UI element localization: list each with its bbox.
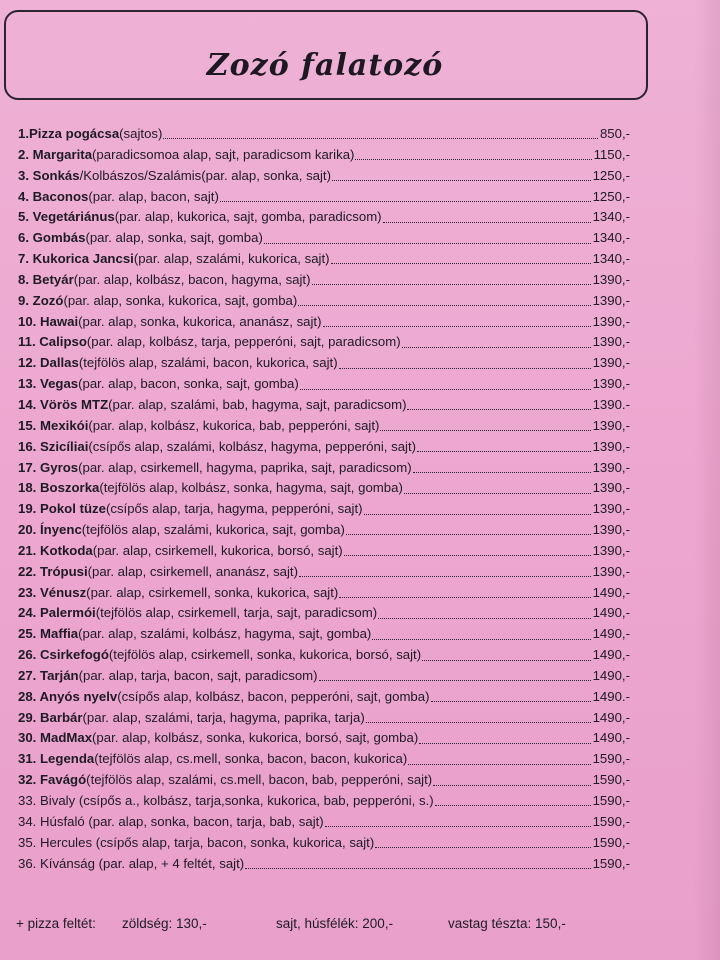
menu-item-name: 28. Anyós nyelv bbox=[18, 688, 118, 704]
extras-line bbox=[16, 916, 656, 938]
menu-item-name: 22. Trópusi bbox=[18, 563, 88, 579]
menu-item-price: 1490,- bbox=[592, 626, 630, 642]
menu-item-name: 20. Ínyenc bbox=[18, 522, 82, 538]
menu-item-ingredients: (par. alap, tarja, bacon, sajt, paradicsom) bbox=[78, 667, 318, 683]
dot-leader bbox=[323, 315, 591, 327]
menu-item-ingredients: (csípős alap, kolbász, bacon, pepperóni, sajt, gomba) bbox=[117, 688, 430, 704]
menu-item bbox=[18, 854, 632, 875]
extra-vegetable-price: zöldség: 130,- bbox=[122, 916, 207, 931]
menu-item-ingredients: (par. alap, bacon, sajt) bbox=[88, 188, 219, 204]
menu-item-price: 850,- bbox=[599, 126, 630, 141]
menu-item-name: 29. Barbár bbox=[18, 709, 83, 725]
menu-item bbox=[18, 187, 632, 208]
menu-item-name: 6. Gombás bbox=[18, 230, 86, 246]
paper-shadow bbox=[694, 0, 720, 960]
menu-item bbox=[18, 249, 632, 270]
menu-item-name: 5. Vegetáriánus bbox=[18, 209, 115, 225]
menu-item-price: 1390,- bbox=[592, 522, 630, 538]
menu-item bbox=[18, 708, 632, 729]
dot-leader bbox=[404, 482, 591, 494]
menu-item-name: 4. Baconos bbox=[18, 188, 89, 204]
dot-leader bbox=[402, 336, 591, 348]
dot-leader bbox=[298, 294, 590, 306]
menu-item-ingredients: (par. alap, kolbász, bacon, hagyma, sajt) bbox=[73, 271, 311, 287]
dot-leader bbox=[431, 690, 591, 702]
dot-leader bbox=[417, 440, 591, 452]
menu-item-price: 1390,- bbox=[592, 292, 630, 308]
menu-item-price: 1490,- bbox=[592, 709, 630, 725]
menu-item bbox=[18, 353, 632, 374]
menu-item-name: 31. Legenda bbox=[18, 751, 95, 767]
menu-item bbox=[18, 437, 632, 458]
menu-item-name: 17. Gyros bbox=[18, 459, 79, 475]
menu-item-name: 27. Tarján bbox=[18, 667, 79, 683]
menu-item-name: 8. Betyár bbox=[18, 271, 74, 287]
dot-leader bbox=[407, 398, 590, 410]
menu-item-ingredients: (par. alap, szalámi, tarja, hagyma, paprika, tarja) bbox=[82, 709, 365, 725]
menu-item bbox=[18, 645, 632, 666]
menu-item bbox=[18, 833, 632, 854]
menu-item-ingredients: (csípős alap, tarja, hagyma, pepperóni, sajt) bbox=[105, 501, 363, 517]
menu-item-price: 1490,- bbox=[592, 647, 630, 663]
dot-leader bbox=[339, 357, 591, 369]
menu-item-name: 24. Palermói bbox=[18, 605, 96, 621]
dot-leader bbox=[299, 565, 591, 577]
menu-item-ingredients: (tejfölös alap, szalámi, bacon, kukorica, sajt) bbox=[78, 355, 338, 371]
menu-item-name: 10. Hawai bbox=[18, 313, 79, 329]
menu-item-ingredients: (tejfölös alap, csirkemell, tarja, sajt, paradicsom) bbox=[95, 605, 378, 621]
menu-item bbox=[18, 624, 632, 645]
menu-item-price: 1390,- bbox=[592, 563, 630, 579]
dot-leader bbox=[264, 232, 591, 244]
menu-item-price: 1590,- bbox=[592, 834, 630, 850]
menu-item-ingredients: (tejfölös alap, csirkemell, sonka, kukorica, borsó, sajt) bbox=[108, 647, 422, 663]
menu-item-ingredients: (par. alap, sonka, kukorica, sajt, gomba) bbox=[63, 292, 298, 308]
menu-item bbox=[18, 166, 632, 187]
menu-item-name: 3. Sonkás bbox=[18, 167, 80, 183]
menu-item bbox=[18, 541, 632, 562]
menu-item-name: 16. Szicíliai bbox=[18, 438, 89, 454]
menu-item-price: 1390,- bbox=[592, 480, 630, 496]
menu-item-name: 7. Kukorica Jancsi bbox=[18, 251, 134, 267]
menu-item-name: 1.Pizza pogácsa bbox=[18, 126, 120, 141]
menu-item bbox=[18, 562, 632, 583]
menu-item-ingredients: (tejfölös alap, szalámi, cs.mell, bacon, bab, pepperóni, sajt) bbox=[86, 772, 433, 788]
menu-item-price: 1490,- bbox=[592, 584, 630, 600]
menu-item-price: 1390,- bbox=[592, 501, 630, 517]
menu-item-ingredients: (tejfölös alap, kolbász, sonka, hagyma, sajt, gomba) bbox=[99, 480, 403, 496]
menu-item-ingredients: (par. alap, kolbász, tarja, pepperóni, sajt, paradicsom) bbox=[86, 334, 401, 350]
menu-item-name: 9. Zozó bbox=[18, 292, 64, 308]
menu-item-ingredients: (tejfölös alap, cs.mell, sonka, bacon, bacon, kukorica) bbox=[94, 751, 408, 767]
menu-item-price: 1390.- bbox=[592, 396, 630, 412]
menu-item-price: 1340,- bbox=[592, 209, 630, 225]
menu-item-name: 23. Vénusz bbox=[18, 584, 87, 600]
menu-item-ingredients: (par. alap, csirkemell, sonka, kukorica, sajt) bbox=[86, 584, 339, 600]
menu-item bbox=[18, 499, 632, 520]
menu-item bbox=[18, 291, 632, 312]
menu-item-name: 14. Vörös MTZ bbox=[18, 396, 109, 412]
menu-item bbox=[18, 666, 632, 687]
menu-item-price: 1250,- bbox=[592, 188, 630, 204]
menu-item-price: 1490,- bbox=[592, 605, 630, 621]
menu-item-price: 1390,- bbox=[592, 376, 630, 392]
extra-thick-dough-price: vastag tészta: 150,- bbox=[448, 916, 566, 931]
dot-leader bbox=[245, 857, 590, 869]
menu-item bbox=[18, 478, 632, 499]
menu-item-ingredients: (par. alap, csirkemell, kukorica, borsó, sajt) bbox=[92, 542, 343, 558]
dot-leader bbox=[413, 461, 591, 473]
menu-item bbox=[18, 228, 632, 249]
dot-leader bbox=[364, 503, 591, 515]
menu-item bbox=[18, 603, 632, 624]
menu-item-price: 1390,- bbox=[592, 438, 630, 454]
menu-item-price: 1390,- bbox=[592, 542, 630, 558]
dot-leader bbox=[408, 753, 590, 765]
menu-item-ingredients: /Kolbászos/Szalámis(par. alap, sonka, sajt) bbox=[79, 167, 331, 183]
dot-leader bbox=[312, 273, 591, 285]
menu-item-price: 1390,- bbox=[592, 459, 630, 475]
menu-item-price: 1150,- bbox=[593, 146, 630, 162]
menu-item bbox=[18, 728, 632, 749]
dot-leader bbox=[332, 169, 591, 181]
menu-item bbox=[18, 416, 632, 437]
menu-item bbox=[18, 458, 632, 479]
menu-item-name: 32. Favágó bbox=[18, 772, 87, 788]
dot-leader bbox=[422, 649, 590, 661]
menu-item-ingredients: (par. alap, szalámi, kolbász, hagyma, sajt, gomba) bbox=[78, 626, 372, 642]
dot-leader bbox=[419, 732, 590, 744]
menu-item-ingredients: 35. Hercules (csípős alap, tarja, bacon, sonka, kukorica, sajt) bbox=[18, 834, 375, 850]
menu-item bbox=[18, 145, 632, 166]
menu-item-ingredients: (paradicsomoa alap, sajt, paradicsom karika) bbox=[92, 146, 355, 162]
menu-item bbox=[18, 270, 632, 291]
menu-item-price: 1590,- bbox=[592, 793, 630, 808]
menu-item bbox=[18, 791, 632, 812]
menu-item-price: 1340,- bbox=[592, 251, 630, 267]
menu-item-ingredients: 36. Kívánság (par. alap, + 4 feltét, sajt) bbox=[18, 855, 245, 871]
dot-leader bbox=[383, 211, 591, 223]
menu-item bbox=[18, 207, 632, 228]
menu-item-ingredients: 33. Bivaly (csípős a., kolbász, tarja,sonka, kukorica, bab, pepperóni, s.) bbox=[18, 793, 434, 808]
menu-item-price: 1490,- bbox=[592, 667, 630, 683]
menu-item-name: 13. Vegas bbox=[18, 376, 79, 392]
menu-item-ingredients: (par. alap, csirkemell, ananász, sajt) bbox=[87, 563, 298, 579]
dot-leader bbox=[435, 794, 591, 806]
menu-item bbox=[18, 332, 632, 353]
menu-item bbox=[18, 124, 632, 145]
menu-item bbox=[18, 520, 632, 541]
menu-item bbox=[18, 770, 632, 791]
menu-item-price: 1250,- bbox=[592, 167, 630, 183]
menu-item bbox=[18, 749, 632, 770]
extras-label: + pizza feltét: bbox=[16, 916, 96, 931]
restaurant-title: Zozó falatozó bbox=[206, 48, 444, 83]
menu-item-name: 21. Kotkoda bbox=[18, 542, 93, 558]
dot-leader bbox=[375, 836, 590, 848]
menu-item-ingredients: (par. alap, sonka, sajt, gomba) bbox=[85, 230, 263, 246]
dot-leader bbox=[433, 774, 590, 786]
menu-item-ingredients: (par. alap, szalámi, bab, hagyma, sajt, paradicsom) bbox=[108, 396, 407, 412]
pizza-menu-list bbox=[18, 124, 632, 874]
menu-item-name: 12. Dallas bbox=[18, 355, 79, 371]
extra-cheese-meat-price: sajt, húsfélék: 200,- bbox=[276, 916, 394, 931]
menu-item-name: 11. Calipso bbox=[18, 334, 87, 350]
dot-leader bbox=[325, 815, 591, 827]
menu-item-price: 1590,- bbox=[592, 772, 630, 788]
dot-leader bbox=[380, 419, 590, 431]
menu-item-price: 1340,- bbox=[592, 230, 630, 246]
menu-item-name: 25. Maffia bbox=[18, 626, 79, 642]
menu-item-ingredients: (csípős alap, szalámi, kolbász, hagyma, pepperóni, sajt) bbox=[88, 438, 417, 454]
menu-item-ingredients: (par. alap, bacon, sonka, sajt, gomba) bbox=[78, 376, 299, 392]
dot-leader bbox=[366, 711, 591, 723]
menu-item-price: 1490,- bbox=[592, 730, 630, 746]
dot-leader bbox=[163, 127, 598, 139]
menu-item-price: 1390,- bbox=[592, 355, 630, 371]
menu-item-ingredients: 34. Húsfaló (par. alap, sonka, bacon, tarja, bab, sajt) bbox=[18, 813, 324, 829]
menu-item-ingredients: (par. alap, csirkemell, hagyma, paprika, sajt, paradicsom) bbox=[78, 459, 412, 475]
menu-item bbox=[18, 312, 632, 333]
dot-leader bbox=[339, 586, 590, 598]
menu-item bbox=[18, 812, 632, 833]
dot-leader bbox=[220, 190, 591, 202]
menu-item-ingredients: (par. alap, kolbász, kukorica, bab, pepperóni, sajt) bbox=[88, 417, 380, 433]
dot-leader bbox=[331, 252, 591, 264]
menu-item-name: 30. MadMax bbox=[18, 730, 93, 746]
menu-item-price: 1390,- bbox=[592, 334, 630, 350]
dot-leader bbox=[378, 607, 590, 619]
menu-item-price: 1390,- bbox=[592, 417, 630, 433]
menu-item-price: 1390,- bbox=[592, 271, 630, 287]
menu-item-ingredients: (par. alap, kolbász, sonka, kukorica, borsó, sajt, gomba) bbox=[92, 730, 419, 746]
dot-leader bbox=[355, 148, 591, 160]
menu-item-price: 1490.- bbox=[592, 688, 630, 704]
dot-leader bbox=[344, 544, 591, 556]
menu-item-ingredients: (par. alap, szalámi, kukorica, sajt) bbox=[133, 251, 330, 267]
menu-item bbox=[18, 687, 632, 708]
menu-item-price: 1590,- bbox=[592, 855, 630, 871]
menu-item bbox=[18, 583, 632, 604]
menu-item-name: 26. Csirkefogó bbox=[18, 647, 109, 663]
dot-leader bbox=[372, 628, 590, 640]
menu-item-ingredients: (par. alap, kukorica, sajt, gomba, paradicsom) bbox=[114, 209, 382, 225]
menu-item-name: 2. Margarita bbox=[18, 146, 93, 162]
menu-item-price: 1590,- bbox=[592, 813, 630, 829]
menu-item-ingredients: (tejfölös alap, szalámi, kukorica, sajt, gomba) bbox=[81, 522, 345, 538]
dot-leader bbox=[300, 378, 591, 390]
menu-item-ingredients: (sajtos) bbox=[119, 126, 163, 141]
menu-item bbox=[18, 395, 632, 416]
menu-item-name: 18. Boszorka bbox=[18, 480, 100, 496]
dot-leader bbox=[346, 523, 591, 535]
menu-item-name: 15. Mexikói bbox=[18, 417, 89, 433]
dot-leader bbox=[319, 669, 591, 681]
menu-item-price: 1390,- bbox=[592, 313, 630, 329]
menu-item-name: 19. Pokol tüze bbox=[18, 501, 106, 517]
menu-item bbox=[18, 374, 632, 395]
menu-item-price: 1590,- bbox=[592, 751, 630, 767]
menu-item-ingredients: (par. alap, sonka, kukorica, ananász, sajt) bbox=[78, 313, 322, 329]
